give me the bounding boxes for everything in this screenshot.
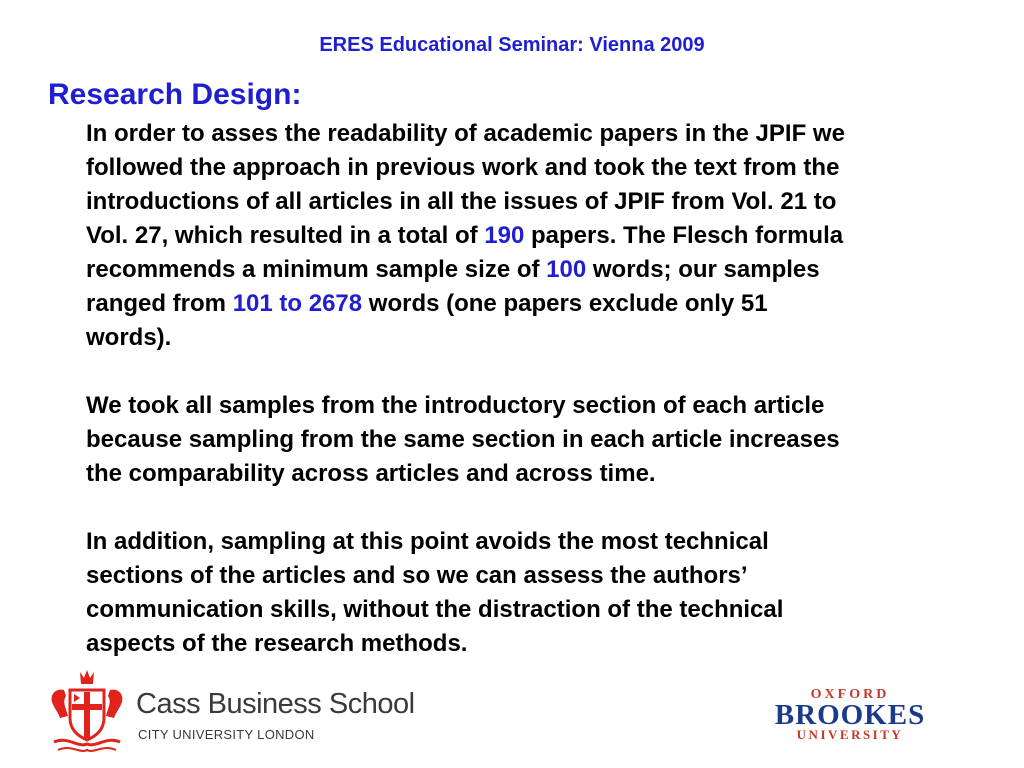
paragraph-sampling-benefit xyxy=(86,525,1011,661)
section-heading: Research Design: xyxy=(48,78,302,111)
highlight-paper-count: 190 xyxy=(484,222,525,249)
paragraph-research-approach xyxy=(86,117,1011,355)
text-run: papers. The Flesch formula xyxy=(524,222,844,249)
slide-header-title: ERES Educational Seminar: Vienna 2009 xyxy=(319,34,705,56)
text-run: recommends a minimum sample size of xyxy=(86,256,547,283)
cass-school-name: Cass Business School xyxy=(136,688,415,720)
paragraph-gap xyxy=(86,355,1011,389)
cass-business-school-logo xyxy=(44,666,415,758)
highlight-min-sample: 100 xyxy=(546,256,587,283)
text-line: words). xyxy=(86,324,172,351)
text-line xyxy=(86,253,1011,287)
paragraph-gap xyxy=(86,491,1011,525)
brookes-logo-oxford: OXFORD xyxy=(810,687,890,702)
brookes-logo-university: UNIVERSITY xyxy=(796,727,904,742)
text-line: the comparability across articles and across time. xyxy=(86,460,656,487)
text-line: In order to asses the readability of academic papers in the JPIF we xyxy=(86,120,845,147)
text-line: In addition, sampling at this point avoids the most technical xyxy=(86,528,769,555)
paragraph-sampling-section xyxy=(86,389,1011,491)
city-university-crest-icon xyxy=(44,666,130,754)
text-run: ranged from xyxy=(86,290,233,317)
brookes-logo-brookes: BROOKES xyxy=(774,699,926,731)
text-line: We took all samples from the introductory section of each article xyxy=(86,392,825,419)
text-line: introductions of all articles in all the issues of JPIF from Vol. 21 to xyxy=(86,188,837,215)
text-line: followed the approach in previous work and took the text from the xyxy=(86,154,840,181)
text-line: sections of the articles and so we can assess the authors’ xyxy=(86,562,748,589)
text-run: words; our samples xyxy=(586,256,820,283)
text-line xyxy=(86,219,1011,253)
highlight-sample-range: 101 to 2678 xyxy=(232,290,363,317)
text-line xyxy=(86,287,1011,321)
cass-university-name: CITY UNIVERSITY LONDON xyxy=(138,727,315,742)
text-run: words (one papers exclude only 51 xyxy=(362,290,768,317)
text-line: communication skills, without the distraction of the technical xyxy=(86,596,784,623)
text-line: because sampling from the same section in each article increases xyxy=(86,426,840,453)
text-line: aspects of the research methods. xyxy=(86,630,468,657)
oxford-brookes-logo xyxy=(744,688,956,740)
slide-body xyxy=(86,117,1011,661)
text-run: Vol. 27, which resulted in a total of xyxy=(86,222,485,249)
